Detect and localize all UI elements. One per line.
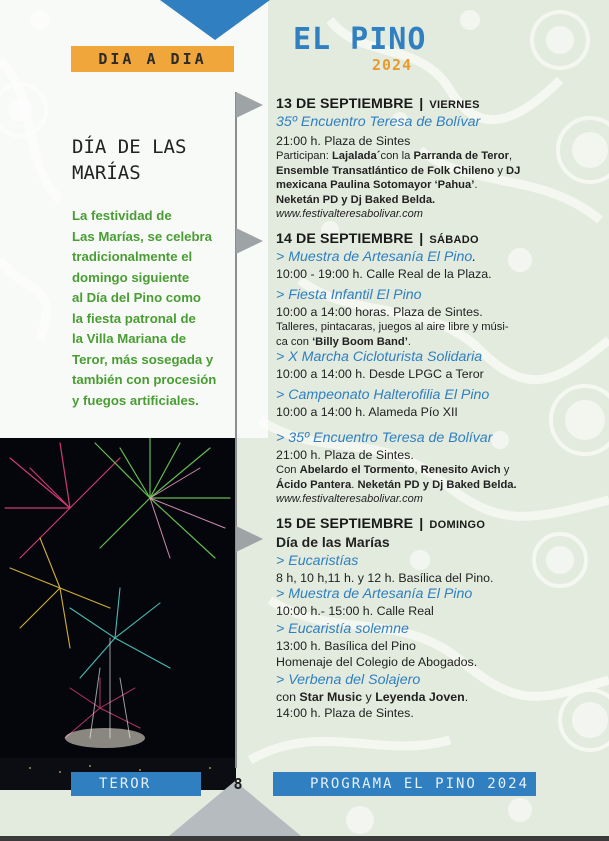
sidebar-text-line: la Villa Mariana de [72,331,187,346]
event-time: 21:00 h. Plaza de Sintes [276,134,411,148]
event-title: > X Marcha Cicloturista Solidaria [276,349,483,365]
event-time: 10:00 h.- 15:00 h. Calle Real [276,604,434,618]
footer-right-bar [273,772,536,796]
event-details: Talleres, pintacaras, juegos al aire libre y músi- ca con ‘Billy Boom Band’. [276,321,509,348]
timeline-divider [235,92,237,768]
section-label: DIA A DIA [71,46,234,72]
sidebar-text-line: la fiesta patronal de [72,310,196,326]
event-time: 10:00 a 14:00 h. Alameda Pío XII [276,405,458,419]
event-url[interactable]: www.festivalteresabolivar.com [276,493,423,505]
weekday-label: VIERNES [429,99,480,111]
event-time: 10:00 a 14:00 horas. Plaza de Sintes. [276,305,483,319]
event-title: > Eucaristías [276,553,359,569]
date-text: 13 DE SEPTIEMBRE [276,96,414,112]
event-time: 14:00 h. Plaza de Sintes. [276,706,414,720]
day-marker-13 [236,92,263,118]
event-url[interactable]: www.festivalteresabolivar.com [276,208,423,220]
weekday-label: DOMINGO [429,519,486,531]
sidebar-text-line: al Día del Pino como [72,290,201,305]
event-extra: Homenaje del Colegio de Abogados. [276,655,478,669]
sidebar-title [72,134,242,186]
event-title: > Muestra de Artesanía El Pino [276,586,473,602]
sidebar-title-line: MARÍAS [72,162,141,184]
page-number: 8 [233,775,243,793]
footer-left-label: TEROR [99,776,152,792]
footer-left-bar [71,772,201,796]
event-title: > Campeonato Halterofilia El Pino [276,387,490,403]
schedule [276,96,544,721]
sidebar-text-line: domingo siguiente [72,269,190,285]
fireworks-photo [0,438,236,790]
logo-year: 2024 [372,56,413,74]
footer-right-label: PROGRAMA EL PINO 2024 [310,776,530,792]
top-triangle-decoration [160,0,270,40]
bottom-edge-strip [0,836,609,841]
event-title: > Verbena del Solajero [276,672,421,688]
event-time: 13:00 h. Basílica del Pino [276,639,416,653]
sidebar-title-line: DÍA DE LAS [72,136,187,158]
sidebar-text-line: y fuegos artificiales. [72,392,199,408]
sidebar-text-line: tradicionalmente el [72,249,193,264]
event-details: con Star Music y Leyenda Joven. [276,690,469,704]
event-details: Con Abelardo el Tormento, Renesito Avich y Ácido Pantera. Neketán PD y Dj Baked Belda. [276,464,517,491]
logo-title: EL PINO [293,22,427,57]
day-marker-14 [236,228,263,254]
sidebar-description [72,206,222,411]
event-time: 10:00 - 19:00 h. Calle Real de la Plaza. [276,267,492,281]
sidebar-text-line: Teror, más sosegada y [72,351,214,367]
event-title: > Fiesta Infantil El Pino [276,287,422,303]
event-title: > Eucaristía solemne [276,621,409,637]
day-name: Día de las Marías [276,534,390,550]
date-text: 14 DE SEPTIEMBRE [276,231,414,247]
event-title: > Muestra de Artesanía El Pino. [276,249,477,265]
date-heading: 14 DE SEPTIEMBRE | SÁBADO [276,231,479,247]
date-text: 15 DE SEPTIEMBRE [276,516,414,532]
event-time: 10:00 a 14:00 h. Desde LPGC a Teror [276,367,484,381]
event-title: 35º Encuentro Teresa de Bolívar [276,114,481,130]
event-time: 8 h, 10 h,11 h. y 12 h. Basílica del Pino. [276,571,494,585]
day-marker-15 [236,526,263,552]
event-details: Participan: Lajalada´con la Parranda de Teror, Ensemble Transatlántico de Folk Chileno y DJ mexicana Paulina Sotomayor ‘Pahua’. Neketán PD y Dj Baked Belda. [276,150,521,206]
event-time: 21:00 h. Plaza de Sintes. [276,448,414,462]
date-heading: 15 DE SEPTIEMBRE | DOMINGO [276,516,486,532]
weekday-label: SÁBADO [429,234,479,246]
date-heading: 13 DE SEPTIEMBRE | VIERNES [276,96,480,112]
sidebar-text-line: también con procesión [72,372,217,387]
event-title: > 35º Encuentro Teresa de Bolívar [276,430,493,446]
sidebar-text-line: Las Marías, se celebra [72,228,213,244]
sidebar-text-line: La festividad de [72,208,172,223]
